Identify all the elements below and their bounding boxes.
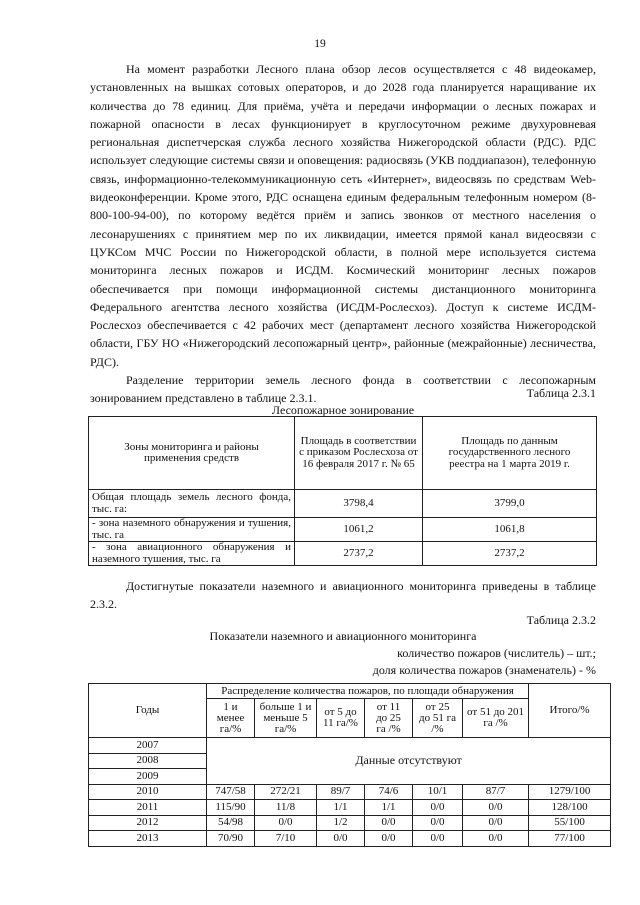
table-row bbox=[89, 542, 597, 566]
table2-cell: 0/0 bbox=[255, 815, 317, 831]
table1-row-value: 1061,8 bbox=[423, 518, 597, 542]
table2-year: 2011 bbox=[89, 800, 207, 816]
table2-year: 2007 bbox=[89, 738, 207, 754]
table2-cell: 70/90 bbox=[207, 831, 255, 847]
paragraph-zoning-intro: Разделение территории земель лесного фонда в соответствии с лесопожарным зонированием представлено в таблице 2.3.1. bbox=[90, 373, 596, 406]
table-row bbox=[89, 815, 611, 831]
table1-row-label: - зона наземного обнаружения и тушения, тыс. га bbox=[89, 518, 295, 542]
table2-total: 55/100 bbox=[529, 815, 611, 831]
table2-note-share: доля количества пожаров (знаменатель) - % bbox=[372, 663, 596, 677]
table2-total: 1279/100 bbox=[529, 784, 611, 800]
table2-total: 128/100 bbox=[529, 800, 611, 816]
table-row bbox=[89, 784, 611, 800]
table2-subheader: от 5 до 11 га/% bbox=[317, 699, 365, 738]
table2-cell: 0/0 bbox=[463, 815, 529, 831]
table2-header-years: Годы bbox=[89, 684, 207, 738]
table1-row-label: Общая площадь земель лесного фонда, тыс. га: bbox=[89, 490, 295, 518]
table2-cell: 0/0 bbox=[365, 831, 413, 847]
table2-no-data: Данные отсутствуют bbox=[207, 738, 611, 785]
table-row bbox=[89, 518, 597, 542]
table2-subheader: от 51 до 201 га /% bbox=[463, 699, 529, 738]
table2-cell: 11/8 bbox=[255, 800, 317, 816]
table1-row-value: 3798,4 bbox=[295, 490, 423, 518]
table1-row-value: 3799,0 bbox=[423, 490, 597, 518]
table2-total: 77/100 bbox=[529, 831, 611, 847]
table2-subheader: 1 и менее га/% bbox=[207, 699, 255, 738]
table2-cell: 0/0 bbox=[413, 831, 463, 847]
table1-header-row bbox=[89, 417, 597, 490]
table2-subheader: от 25 до 51 га /% bbox=[413, 699, 463, 738]
table2-cell: 115/90 bbox=[207, 800, 255, 816]
body-text-middle bbox=[90, 577, 596, 614]
table1-row-value: 1061,2 bbox=[295, 518, 423, 542]
table2-cell: 54/98 bbox=[207, 815, 255, 831]
table1-title: Лесопожарное зонирование bbox=[271, 403, 415, 417]
table1-row-label: - зона авиационного обнаружения и наземного тушения, тыс. га bbox=[89, 542, 295, 566]
table2-cell: 272/21 bbox=[255, 784, 317, 800]
page-number: 19 bbox=[314, 38, 326, 50]
table2-header-row bbox=[89, 684, 611, 699]
table2-cell: 0/0 bbox=[413, 815, 463, 831]
table2-cell: 0/0 bbox=[413, 800, 463, 816]
table2-cell: 89/7 bbox=[317, 784, 365, 800]
table2-cell: 0/0 bbox=[463, 800, 529, 816]
table2-year: 2010 bbox=[89, 784, 207, 800]
table2-label: Таблица 2.3.2 bbox=[526, 613, 596, 627]
paragraph-monitoring: На момент разработки Лесного плана обзор лесов осуществляется с 48 видеокамер, установленных на вышках сотовых операторов, и до 2028 года планируется наращивание их количества до 78 единиц. Для приёма, учёта и передачи информации о лесных пожарах и пожарной опасности в лесах функционирует в круглосуточном режиме двухуровневая региональная диспетчерская служба лесного хозяйства Нижегородской области (РДС). РДС использует следующие системы связи и оповещения: радиосвязь (УКВ поддиапазон), телефонную связь, информационно-телекоммуникационную сеть «Интернет», видеосвязь по средствам Web-видеоконференции. Кроме этого, РДС оснащена единым федеральным телефонным номером (8-800-100-94-00), по которому ведётся приём и запись звонков от местного населения о лесонарушениях с принятием мер по их ликвидации, имеется прямой канал видеосвязи с ЦУКСом МЧС России по Нижегородской области, в полной мере используется система мониторинга лесных пожаров и ИСДМ. Космический мониторинг лесных пожаров обеспечивается при помощи информационной системы дистанционного мониторинга Федерального агентства лесного хозяйства (ИСДМ-Рослесхоз). Доступ к системе ИСДМ-Рослесхоз обеспечивается с 42 рабочих мест (департамент лесного хозяйства Нижегородской области, ГБУ НО «Нижегородский лесопожарный центр», районные (межрайонные) лесничества, РДС). bbox=[90, 62, 596, 369]
table2-title: Показатели наземного и авиационного мониторинга bbox=[209, 629, 477, 643]
table1-row-value: 2737,2 bbox=[423, 542, 597, 566]
body-text-top bbox=[90, 60, 596, 408]
table1-label: Таблица 2.3.1 bbox=[526, 386, 596, 400]
table2-note-count: количество пожаров (числитель) – шт.; bbox=[397, 646, 596, 660]
table-monitoring-indicators bbox=[88, 683, 611, 847]
table-row bbox=[89, 831, 611, 847]
table1-header-registry-area: Площадь по данным государственного лесного реестра на 1 марта 2019 г. bbox=[423, 417, 597, 490]
table2-subheader: от 11 до 25 га /% bbox=[365, 699, 413, 738]
table2-cell: 747/58 bbox=[207, 784, 255, 800]
table2-year: 2013 bbox=[89, 831, 207, 847]
table2-cell: 1/1 bbox=[317, 800, 365, 816]
table2-header-distribution: Распределение количества пожаров, по площади обнаружения bbox=[207, 684, 529, 699]
table2-subheader: больше 1 и меньше 5 га/% bbox=[255, 699, 317, 738]
table2-cell: 7/10 bbox=[255, 831, 317, 847]
table2-cell: 87/7 bbox=[463, 784, 529, 800]
table-fire-zoning bbox=[88, 416, 597, 566]
table2-cell: 0/0 bbox=[317, 831, 365, 847]
table-row bbox=[89, 800, 611, 816]
table2-cell: 0/0 bbox=[463, 831, 529, 847]
table2-cell: 1/1 bbox=[365, 800, 413, 816]
table2-cell: 1/2 bbox=[317, 815, 365, 831]
table2-cell: 74/6 bbox=[365, 784, 413, 800]
table-row bbox=[89, 490, 597, 518]
table1-header-order-area: Площадь в соответствии с приказом Рослесхоза от 16 февраля 2017 г. № 65 bbox=[295, 417, 423, 490]
table2-cell: 0/0 bbox=[365, 815, 413, 831]
table2-year: 2012 bbox=[89, 815, 207, 831]
table2-year: 2009 bbox=[89, 769, 207, 785]
table1-header-zones: Зоны мониторинга и районы применения средств bbox=[89, 417, 295, 490]
table1-row-value: 2737,2 bbox=[295, 542, 423, 566]
table2-header-total: Итого/% bbox=[529, 684, 611, 738]
table-row bbox=[89, 738, 611, 754]
table2-cell: 10/1 bbox=[413, 784, 463, 800]
table2-year: 2008 bbox=[89, 753, 207, 769]
paragraph-monitoring-results: Достигнутые показатели наземного и авиационного мониторинга приведены в таблице 2.3.2. bbox=[90, 579, 596, 612]
